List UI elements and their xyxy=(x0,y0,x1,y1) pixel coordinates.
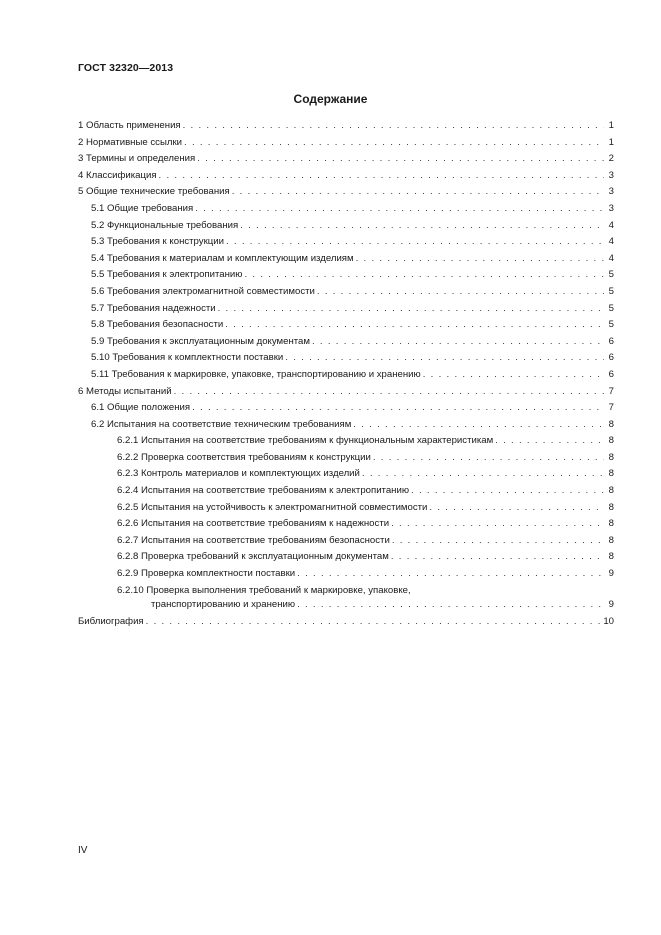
toc-entry[interactable] xyxy=(78,433,614,450)
toc-entry[interactable] xyxy=(78,284,614,301)
dot-leader xyxy=(197,151,604,168)
dot-leader xyxy=(391,516,604,533)
toc-entry-page: 9 xyxy=(608,599,614,611)
toc-entry[interactable] xyxy=(78,184,614,201)
toc-entry-bibliography[interactable] xyxy=(78,614,614,631)
toc-entry[interactable] xyxy=(78,516,614,533)
toc-entry[interactable] xyxy=(78,400,614,417)
toc-entry-label: 6.2.5 Испытания на устойчивость к электромагнитной совместимости xyxy=(117,501,428,513)
toc-entry-label: 5.3 Требования к конструкции xyxy=(91,236,224,248)
toc-entry-label: 6.2.9 Проверка комплектности поставки xyxy=(117,568,296,580)
toc-entry-label: 6.2.2 Проверка соответствия требованиям к конструкции xyxy=(117,451,371,463)
toc-entry-page: 5 xyxy=(608,269,614,281)
dot-leader xyxy=(195,201,604,218)
toc-entry-label: 6.2.4 Испытания на соответствие требованиям к электропитанию xyxy=(117,485,410,497)
toc-entry[interactable] xyxy=(78,301,614,318)
toc-entry[interactable] xyxy=(78,168,614,185)
dot-leader xyxy=(495,433,604,450)
toc-entry-label: 6.2.7 Испытания на соответствие требованиям безопасности xyxy=(117,534,390,546)
toc-entry-page: 8 xyxy=(608,418,614,430)
toc-entry-label: Библиография xyxy=(78,615,144,627)
toc-entry-page: 8 xyxy=(608,534,614,546)
toc-entry-page: 3 xyxy=(608,169,614,181)
dot-leader xyxy=(317,284,604,301)
toc-entry-page: 6 xyxy=(608,368,614,380)
toc-entry[interactable] xyxy=(78,483,614,500)
toc-entry-label-line1: 6.2.10 Проверка выполнения требований к маркировке, упаковке, xyxy=(117,584,411,596)
dot-leader xyxy=(226,234,604,251)
dot-leader xyxy=(297,597,604,614)
dot-leader xyxy=(411,483,604,500)
dot-leader xyxy=(225,317,604,334)
toc-entry-page: 4 xyxy=(608,252,614,264)
toc-entry-page: 8 xyxy=(608,485,614,497)
toc-entry[interactable] xyxy=(78,566,614,583)
toc-entry-label: 6.1 Общие положения xyxy=(91,402,191,414)
dot-leader xyxy=(391,549,604,566)
toc-entry-label: 2 Нормативные ссылки xyxy=(78,136,183,148)
toc-entry[interactable] xyxy=(78,251,614,268)
toc-entry-label: 5.1 Общие требования xyxy=(91,202,194,214)
toc-entry-page: 10 xyxy=(603,615,614,627)
toc-entry[interactable] xyxy=(78,384,614,401)
toc-entry[interactable] xyxy=(78,367,614,384)
dot-leader xyxy=(423,367,604,384)
page-number: IV xyxy=(78,845,88,856)
toc-entry-page: 3 xyxy=(608,202,614,214)
toc-entry-label: 1 Область применения xyxy=(78,120,181,131)
toc-entry-page: 7 xyxy=(608,385,614,397)
page-title: Содержание xyxy=(293,92,368,106)
dot-leader xyxy=(232,184,604,201)
toc-entry[interactable] xyxy=(78,201,614,218)
dot-leader xyxy=(192,400,604,417)
toc-entry[interactable] xyxy=(78,234,614,251)
dot-leader xyxy=(356,251,604,268)
toc-entry[interactable] xyxy=(78,334,614,351)
dot-leader xyxy=(392,533,604,550)
toc-entry[interactable] xyxy=(78,417,614,434)
toc-entry-page: 8 xyxy=(608,468,614,480)
toc-entry-page: 7 xyxy=(608,402,614,414)
toc-entry-label: 6.2 Испытания на соответствие техническим требованиям xyxy=(91,418,352,430)
toc-entry-page: 8 xyxy=(608,451,614,463)
dot-leader xyxy=(362,466,604,483)
dot-leader xyxy=(285,350,604,367)
dot-leader xyxy=(373,450,604,467)
toc-entry-page: 1 xyxy=(608,120,614,131)
toc-entry[interactable] xyxy=(78,218,614,235)
toc-entry-label: 5.8 Требования безопасности xyxy=(91,319,224,331)
toc-entry-label: 6.2.6 Испытания на соответствие требованиям к надежности xyxy=(117,518,390,530)
dot-leader xyxy=(312,334,604,351)
toc-entry-label: 6.2.3 Контроль материалов и комплектующих изделий xyxy=(117,468,360,480)
toc-entry-page: 9 xyxy=(608,568,614,580)
dot-leader xyxy=(183,118,604,135)
document-header: ГОСТ 32320—2013 xyxy=(78,62,174,74)
toc-entry[interactable] xyxy=(78,500,614,517)
dot-leader xyxy=(159,168,604,185)
dot-leader xyxy=(244,267,604,284)
toc-entry-page: 5 xyxy=(608,302,614,314)
toc-entry-label: 6.2.8 Проверка требований к эксплуатационным документам xyxy=(117,551,389,563)
toc-entry[interactable] xyxy=(78,533,614,550)
toc-entry[interactable] xyxy=(78,135,614,152)
toc-entry-page: 4 xyxy=(608,236,614,248)
toc-entry-label: 5.6 Требования электромагнитной совместимости xyxy=(91,285,315,297)
dot-leader xyxy=(240,218,604,235)
toc-entry-label: 5.10 Требования к комплектности поставки xyxy=(91,352,284,364)
toc-entry-page: 4 xyxy=(608,219,614,231)
toc-entry-page: 3 xyxy=(608,186,614,198)
toc-entry[interactable] xyxy=(78,151,614,168)
toc-entry-page: 8 xyxy=(608,501,614,513)
toc-entry-page: 6 xyxy=(608,335,614,347)
dot-leader xyxy=(146,614,602,631)
table-of-contents xyxy=(78,118,614,630)
toc-entry-label: 3 Термины и определения xyxy=(78,153,196,165)
toc-entry-page: 1 xyxy=(608,136,614,148)
toc-entry-label-line2: транспортированию и хранению xyxy=(151,599,296,611)
toc-entry-label: 6 Методы испытаний xyxy=(78,385,172,397)
toc-entry-page: 2 xyxy=(608,153,614,165)
dot-leader xyxy=(429,500,604,517)
toc-entry[interactable] xyxy=(78,267,614,284)
toc-entry-multiline[interactable] xyxy=(78,583,614,614)
toc-entry-label: 5.2 Функциональные требования xyxy=(91,219,239,231)
toc-entry-label: 5.5 Требования к электропитанию xyxy=(91,269,243,281)
toc-entry[interactable] xyxy=(78,466,614,483)
toc-entry-page: 8 xyxy=(608,518,614,530)
toc-entry-label: 4 Классификация xyxy=(78,169,157,181)
toc-entry[interactable] xyxy=(78,450,614,467)
toc-entry-label: 5.11 Требования к маркировке, упаковке, транспортированию и хранению xyxy=(91,368,421,380)
toc-entry-label: 6.2.1 Испытания на соответствие требованиям к функциональным характеристикам xyxy=(117,435,494,447)
toc-entry-page: 5 xyxy=(608,319,614,331)
toc-entry[interactable] xyxy=(78,118,614,135)
toc-entry-label: 5.7 Требования надежности xyxy=(91,302,216,314)
toc-entry-page: 5 xyxy=(608,285,614,297)
toc-entry[interactable] xyxy=(78,350,614,367)
toc-entry[interactable] xyxy=(78,549,614,566)
dot-leader xyxy=(297,566,604,583)
toc-entry-page: 8 xyxy=(608,435,614,447)
toc-entry-label: 5 Общие технические требования xyxy=(78,186,230,198)
toc-list xyxy=(78,118,614,583)
dot-leader xyxy=(353,417,604,434)
dot-leader xyxy=(184,135,604,152)
toc-entry[interactable] xyxy=(78,317,614,334)
toc-entry-page: 8 xyxy=(608,551,614,563)
toc-entry-page: 6 xyxy=(608,352,614,364)
toc-entry-label: 5.9 Требования к эксплуатационным документам xyxy=(91,335,310,347)
dot-leader xyxy=(218,301,604,318)
dot-leader xyxy=(174,384,604,401)
toc-entry-label: 5.4 Требования к материалам и комплектующим изделиям xyxy=(91,252,354,264)
